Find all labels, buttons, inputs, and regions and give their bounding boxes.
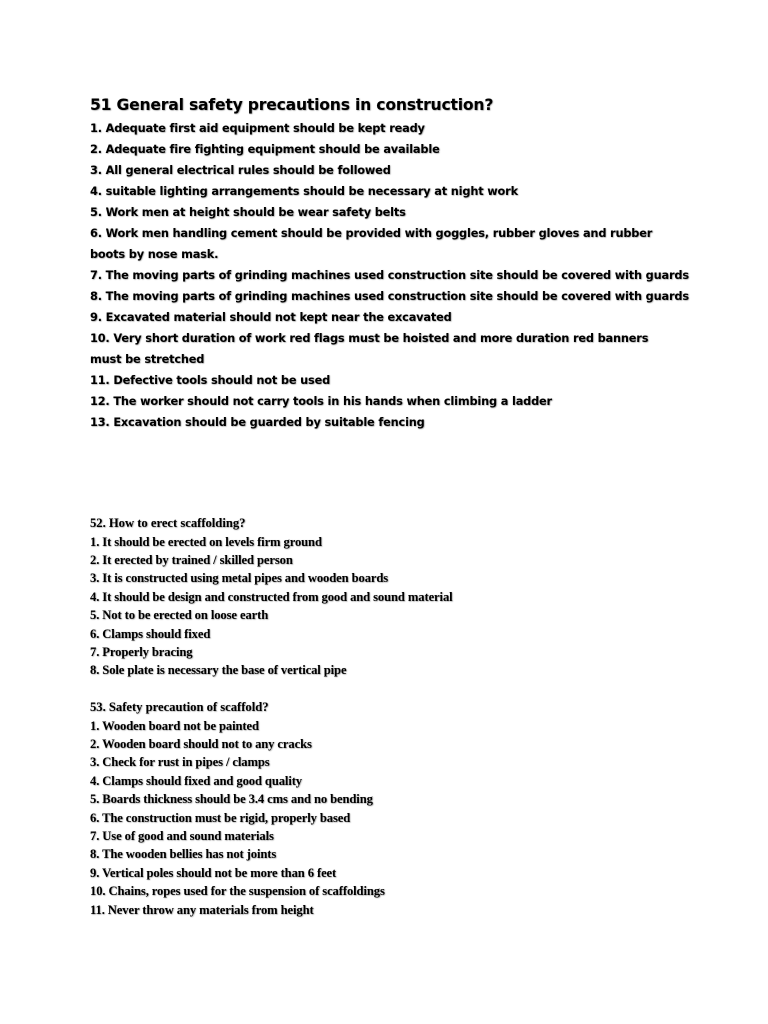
list-item: 11. Never throw any materials from height [90,902,314,917]
list-item: 2. Wooden board should not to any cracks [90,736,312,751]
list-item: 1. Adequate first aid equipment should be kept ready [90,122,425,135]
list-item: 9. Vertical poles should not be more than 6 feet [90,865,337,880]
list-item: 8. The moving parts of grinding machines used construction site should be covered with guards [90,290,689,303]
list-item: 13. Excavation should be guarded by suitable fencing [90,416,425,429]
list-item: 1. Wooden board not be painted [90,718,259,733]
list-item: 5. Work men at height should be wear safety belts [90,206,406,219]
list-item: 4. It should be design and constructed from good and sound material [90,589,453,604]
list-item: 1. It should be erected on levels firm ground [90,534,322,549]
list-item: 12. The worker should not carry tools in his hands when climbing a ladder [90,395,552,408]
section-52 [90,514,690,680]
list-item: 5. Not to be erected on loose earth [90,608,269,623]
section-52-title: 52. How to erect scaffolding? [90,516,246,530]
list-item: 7. The moving parts of grinding machines used construction site should be covered with guards [90,269,689,282]
list-item: 8. The wooden bellies has not joints [90,847,277,862]
list-item: 6. Clamps should fixed [90,626,211,641]
section-51-title: 51 General safety precautions in construction? [90,96,494,114]
list-item: 4. suitable lighting arrangements should be necessary at night work [90,185,518,198]
list-item: 2. It erected by trained / skilled person [90,552,293,567]
section-51-list [90,118,690,433]
list-item: 4. Clamps should fixed and good quality [90,773,303,788]
section-53 [90,698,690,919]
section-53-title: 53. Safety precaution of scaffold? [90,700,269,714]
list-item: 5. Boards thickness should be 3.4 cms and no bending [90,792,373,807]
list-item: 7. Properly bracing [90,644,193,659]
list-item: 10. Chains, ropes used for the suspension of scaffoldings [90,884,385,899]
section-51 [90,92,690,433]
list-item: 3. All general electrical rules should be followed [90,164,391,177]
section-52-list [90,533,690,680]
list-item: 10. Very short duration of work red flags must be hoisted and more duration red banners must be stretched [90,332,653,366]
list-item: 3. It is constructed using metal pipes and wooden boards [90,571,389,586]
list-item: 8. Sole plate is necessary the base of vertical pipe [90,663,347,678]
list-item: 6. The construction must be rigid, properly based [90,810,351,825]
list-item: 9. Excavated material should not kept near the excavated [90,311,452,324]
list-item: 6. Work men handling cement should be provided with goggles, rubber gloves and rubber boots by nose mask. [90,227,656,261]
list-item: 2. Adequate fire fighting equipment should be available [90,143,440,156]
section-53-list [90,717,690,919]
list-item: 11. Defective tools should not be used [90,374,331,387]
list-item: 3. Check for rust in pipes / clamps [90,755,270,770]
list-item: 7. Use of good and sound materials [90,828,274,843]
